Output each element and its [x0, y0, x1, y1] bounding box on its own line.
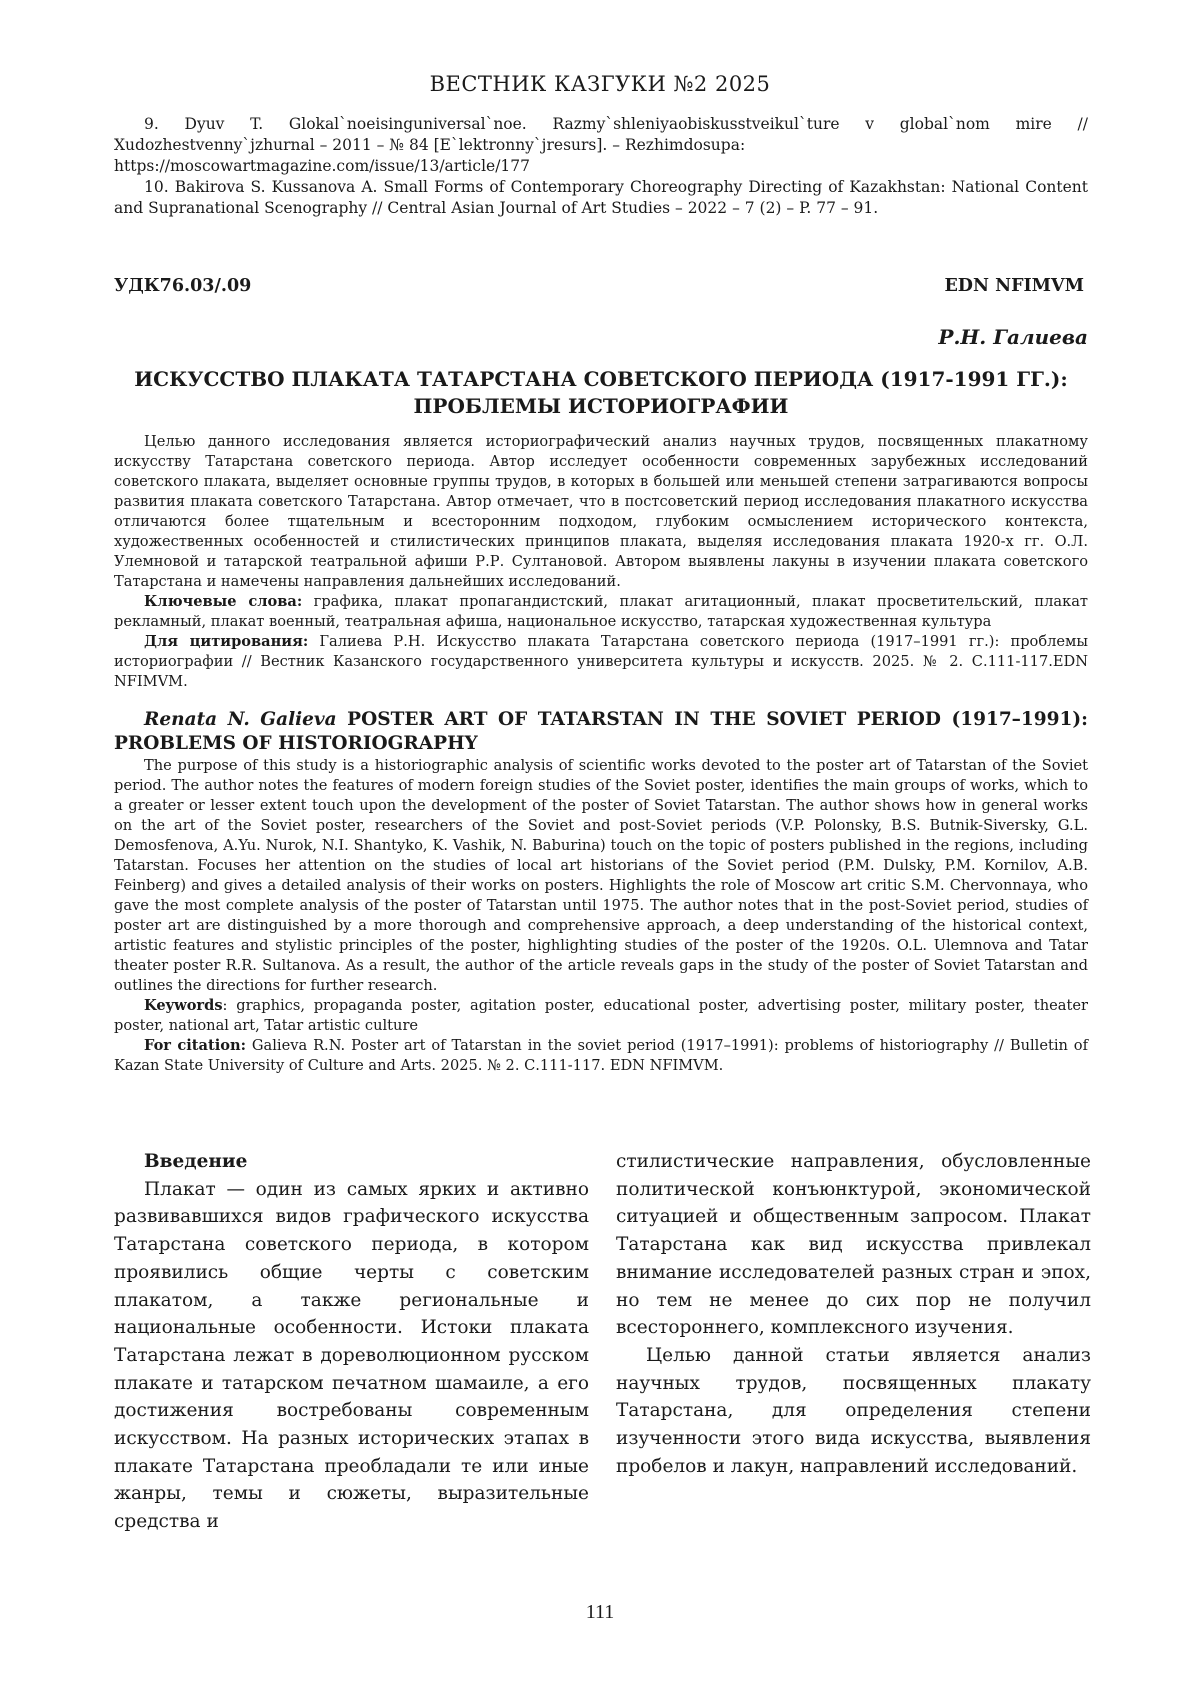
abstract-ru-text: Целью данного исследования является историографический анализ научных трудов, посвященных плакатному искусству Татарстана советского периода. Автор исследует особенности современных зарубежных исследований советского плаката, выделяет основные группы трудов, в которых в большей или меньшей степени затрагиваются вопросы развития плаката советского Татарстана. Автор отмечает, что в постсоветский период исследования плакатного искусства отличаются более тщательным и всесторонним подходом, глубоким осмыслением исторического контекста, художественных особенностей и стилистических принципов плаката, выделяя исследования плаката 1920-х гг. О.Л. Улемновой и татарской театральной афиши Р.Р. Султановой. Автором выявлены лакуны в изучении плаката советского Татарстана и намечены направления дальнейших исследований. [114, 433, 1088, 590]
title-en-text: POSTER ART OF TATARSTAN IN THE SOVIET PERIOD (1917–1991): PROBLEMS OF HISTORIOGRAPHY [114, 709, 1089, 754]
reference-list [114, 114, 1088, 219]
keywords-en-label: Keywords [144, 997, 223, 1014]
body-column-right [616, 1148, 1091, 1480]
journal-header: ВЕСТНИК КАЗГУКИ №2 2025 [429, 72, 771, 96]
body-paragraph-1-continued: стилистические направления, обусловленные политической конъюнктурой, экономической ситуацией и общественным запросом. Плакат Татарстана как вид искусства привлекал внимание исследователей разных стран и эпох, но тем не менее до сих пор не получил всестороннего, комплексного изучения. [616, 1151, 1091, 1339]
author-name-en: Renata N. Galieva [144, 709, 337, 730]
reference-10: 10. Bakirova S. Kussanova A. Small Forms of Contemporary Choreography Directing of Kazakhstan: National Content and Supranational Scenography // Central Asian Journal of Art Studies – 2022 – 7 (2) – P. 77 – 91. [114, 178, 1088, 217]
citation-en-text: Galieva R.N. Poster art of Tatarstan in the soviet period (1917–1991): problems of historiography // Bulletin of Kazan State University of Culture and Arts. 2025. № 2. С.111-117. EDN NFIMVM. [114, 1037, 1088, 1074]
page-number: 111 [585, 1601, 615, 1623]
reference-9-url[interactable]: https://moscowartmagazine.com/issue/13/article/177 [114, 157, 531, 175]
abstract-en-text: The purpose of this study is a historiographic analysis of scientific works devoted to the poster art of Tatarstan of the Soviet period. The author notes the features of modern foreign studies of the Soviet poster, identifies the main groups of works, which to a greater or lesser extent touch upon the development of the poster of Soviet Tatarstan. The author shows how in general works on the art of the Soviet poster, researchers of the Soviet and post-Soviet periods (V.P. Polonsky, B.S. Butnik-Siversky, G.L. Demosfenova, A.Yu. Nurok, N.I. Shantyko, K. Vashik, N. Baburina) touch on the topic of posters published in the regions, including Tatarstan. Focuses her attention on the studies of local art historians of the Soviet period (P.M. Dulsky, P.M. Kornilov, A.B. Feinberg) and gives a detailed analysis of their works on posters. Highlights the role of Moscow art critic S.M. Chervonnaya, who gave the most complete analysis of the poster of Tatarstan until 1975. The author notes that in the post-Soviet period, studies of poster art are distinguished by a more thorough and comprehensive approach, a deep understanding of the historical context, artistic features and stylistic principles of the poster, highlighting studies of the poster of the 1920s. O.L. Ulemnova and Tatar theater poster R.R. Sultanova. As a result, the author of the article reveals gaps in the study of the poster of Soviet Tatarstan and outlines the directions for further research. [114, 757, 1088, 994]
title-ru-line-1: ИСКУССТВО ПЛАКАТА ТАТАРСТАНА СОВЕТСКОГО ПЕРИОДА (1917-1991 ГГ.): [134, 367, 1068, 391]
keywords-ru-label: Ключевые слова: [144, 593, 303, 610]
author-name-ru: Р.Н. Галиева [938, 325, 1088, 349]
citation-ru [114, 632, 1088, 692]
introduction-heading: Введение [144, 1151, 248, 1172]
body-paragraph-1: Плакат — один из самых ярких и активно развивавшихся видов графического искусства Татарстана советского периода, в котором проявились общие черты с советским плакатом, а также региональные и национальные особенности. Истоки плаката Татарстана лежат в дореволюционном русском плакате и татарском печатном шамаиле, а его достижения востребованы современным искусством. На разных исторических этапах в плакате Татарстана преобладали те или иные жанры, темы и сюжеты, выразительные средства и [114, 1178, 589, 1533]
body-column-left [114, 1148, 589, 1536]
abstract-ru [114, 432, 1088, 692]
citation-en-label: For citation: [144, 1037, 246, 1054]
keywords-en [114, 996, 1088, 1036]
keywords-ru [114, 592, 1088, 632]
udk-code: УДК76.03/.09 [114, 276, 252, 296]
title-ru-line-2: ПРОБЛЕМЫ ИСТОРИОГРАФИИ [413, 394, 789, 418]
body-paragraph-2: Целью данной статьи является анализ научных трудов, посвященных плакату Татарстана, для определения степени изученности этого вида искусства, выявления пробелов и лакун, направлений исследований. [616, 1344, 1091, 1477]
edn-code: EDN NFIMVM [944, 276, 1084, 296]
article-title-en [114, 708, 1088, 756]
article-title-ru [114, 366, 1088, 420]
citation-ru-text: Галиева Р.Н. Искусство плаката Татарстана советского периода (1917–1991 гг.): проблемы историографии // Вестник Казанского государственного университета культуры и искусств. 2025. № 2. С.111-117.EDN NFIMVM. [114, 633, 1088, 690]
keywords-ru-text: графика, плакат пропагандистский, плакат агитационный, плакат просветительский, плакат рекламный, плакат военный, театральная афиша, национальное искусство, татарская художественная культура [114, 593, 1088, 630]
keywords-en-text: : graphics, propaganda poster, agitation poster, educational poster, advertising poster, military poster, theater poster, national art, Tatar artistic culture [114, 997, 1088, 1034]
reference-9: 9. Dyuv T. Glokal`noeisinguniversal`noe. Razmy`shleniyaobiskusstveikul`ture v global`nom mire // Xudozhestvenny`jzhurnal – 2011 – № 84 [E`lektronny`jresurs]. – Rezhimdosupa: [114, 115, 1088, 154]
citation-ru-label: Для цитирования: [144, 633, 309, 650]
citation-en [114, 1036, 1088, 1076]
abstract-en [114, 708, 1088, 1076]
